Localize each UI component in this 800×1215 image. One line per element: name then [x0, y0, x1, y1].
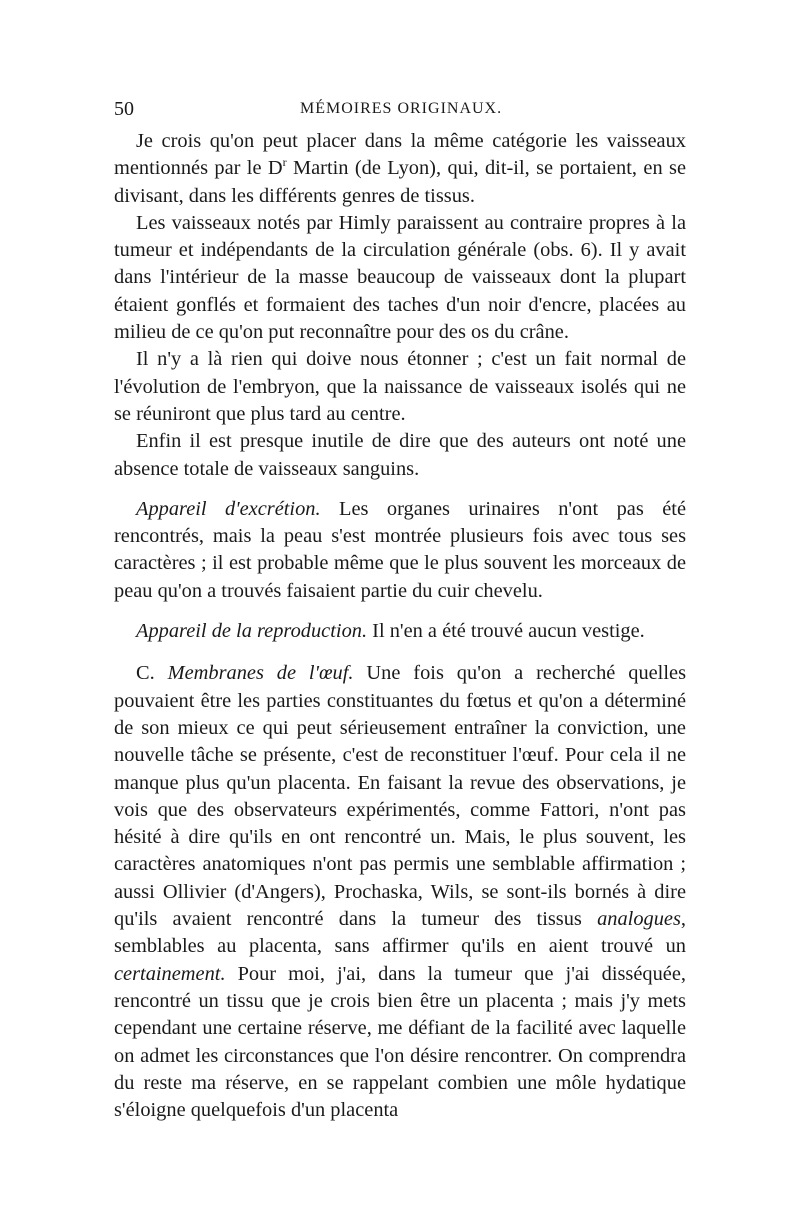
paragraph-absence: Enfin il est presque inutile de dire que des auteurs ont noté une absence totale de vaisseaux sanguins. — [114, 430, 686, 480]
page-body — [114, 128, 686, 1124]
paragraph-text: Martin (de Lyon), qui, dit-il, se portaient, en se divisant, dans les différents genres de tissus. — [114, 157, 686, 207]
section-label: C. — [136, 662, 168, 685]
section-title: Appareil de la reproduction. — [136, 620, 368, 643]
paragraph-himly: Les vaisseaux notés par Himly paraissent au contraire propres à la tumeur et indépendants de la circulation générale (obs. 6). Il y avait dans l'intérieur de la masse beaucoup de vaisseaux dont la plupart étaient gonflés et formaient des taches d'un noir d'encre, placées au milieu de ce qu'on put reconnaître pour des os du crâne. — [114, 211, 686, 344]
paragraph-vaisseaux-martin — [114, 128, 686, 210]
italic-term: analogues — [597, 908, 681, 931]
section-reproduction — [114, 618, 686, 645]
paragraph-text: , semblables au placenta, sans affirmer qu'ils en aient trouvé un — [114, 908, 686, 958]
superscript: r — [282, 155, 287, 170]
running-head: MÉMOIRES ORIGINAUX. — [300, 100, 503, 117]
italic-term: certainement. — [114, 962, 226, 985]
page-header — [114, 98, 684, 124]
paragraph-text: Pour moi, j'ai, dans la tumeur que j'ai disséquée, rencontré un tissu que je crois bien être un placenta ; mais j'y mets cependant une certaine réserve, me défiant de la facilité avec laquelle on admet les circonstances que l'on désire rencontrer. On comprendra du reste ma réserve, en se rappelant combien une môle hydatique s'éloigne quelquefois d'un placenta — [114, 962, 686, 1122]
paragraph-evolution: Il n'y a là rien qui doive nous étonner ; c'est un fait normal de l'évolution de l'embryon, que la naissance de vaisseaux isolés qui ne se réuniront que plus tard au centre. — [114, 348, 686, 425]
paragraph-text: Il n'en a été trouvé aucun vestige. — [367, 620, 645, 643]
paragraph-text: Je crois qu'on peut placer dans la même catégorie les vaisseaux mentionnés par le D — [114, 130, 686, 180]
paragraph-text: Les organes urinaires n'ont pas été rencontrés, mais la peau s'est montrée plusieurs fois avec tous ses caractères ; il est probable même que le plus souvent les morceaux de peau qu'on a trouvés faisaient partie du cuir chevelu. — [114, 497, 687, 602]
paragraph-text: Une fois qu'on a recherché quelles pouvaient être les parties constituantes du fœtus et qu'on a déterminé de son mieux ce qui peut sérieusement entraîner la conviction, une nouvelle tâche se présente, c'est de reconstituer l'œuf. Pour cela il ne manque plus qu'un placenta. En faisant la revue des observations, je vois que des observateurs expérimentés, comme Fattori, n'ont pas hésité à dire qu'ils en ont rencontré un. Mais, le plus souvent, les caractères anatomiques n'ont pas permis une semblable affirmation ; aussi Ollivier (d'Angers), Prochaska, Wils, se sont-ils bornés à dire qu'ils avaient rencontré dans la tumeur des tissus — [114, 662, 687, 931]
page-number: 50 — [114, 98, 134, 120]
section-title: Appareil d'excrétion. — [136, 497, 321, 520]
section-excretion — [114, 496, 686, 605]
section-membranes — [114, 660, 686, 1124]
section-title: Membranes de l'œuf. — [167, 662, 354, 685]
